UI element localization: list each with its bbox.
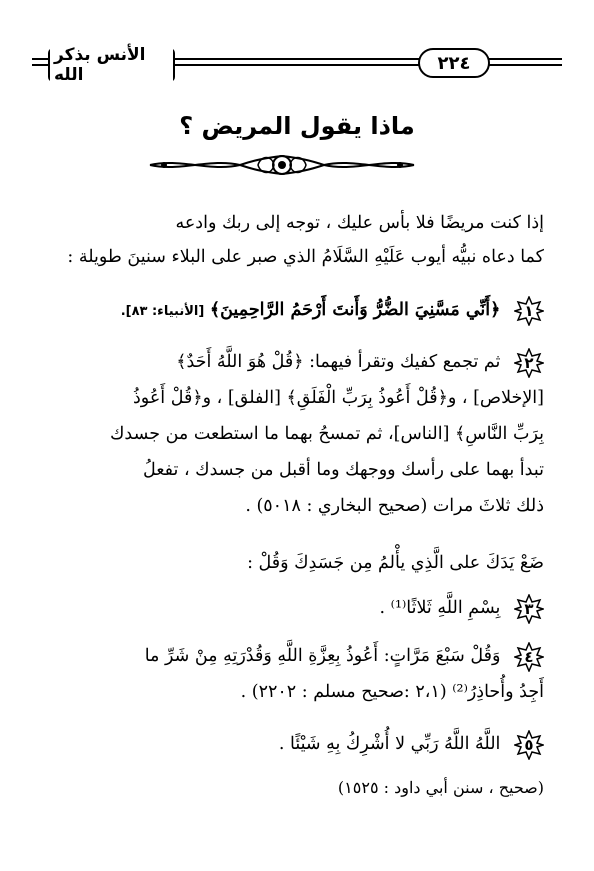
- intro-line: إذا كنت مريضًا فلا بأس عليك ، توجه إلى ربك وادعه: [175, 213, 544, 233]
- item-number-badge: [514, 730, 544, 760]
- item-line: [50, 638, 544, 674]
- book-title: الأنس بذكر الله: [50, 45, 173, 85]
- item-text: ثم تجمع كفيك وتقرأ فيهما: ﴿قُلْ هُوَ اللَّهُ أَحَدٌ﴾: [176, 352, 501, 372]
- item-number-badge: [514, 348, 544, 378]
- item-number: ٥: [524, 735, 534, 754]
- item-number: ٣: [524, 599, 534, 618]
- item-line: بِرَبِّ النَّاسِ﴾ [الناس]، ثم تمسحُ بهما ما استطعت من جسدك: [110, 424, 544, 444]
- intro-line: كما دعاه نبيُّه أيوب عَلَيْهِ السَّلَامُ الذي صبر على البلاء سنينَ طويلة :: [67, 247, 544, 267]
- dua-item-5: [50, 726, 544, 762]
- item-number-badge: [514, 296, 544, 326]
- item-text: وَقُلْ سَبْعَ مَرَّاتٍ: أَعُوذُ بِعِزَّةِ اللَّهِ وَقُدْرَتِهِ مِنْ شَرِّ ما: [144, 646, 501, 666]
- dua-item-4: [50, 638, 544, 710]
- page-number: ٢٢٤: [437, 52, 471, 74]
- item-line: [الإخلاص] ، و﴿قُلْ أَعُوذُ بِرَبِّ الْفَلَقِ﴾ [الفلق] ، و﴿قُلْ أَعُوذُ: [133, 388, 544, 408]
- item-line: أَجِدُ وأُحاذِرُ⁽²⁾ (٢،١ :صحيح مسلم : ٢٢٠٢) .: [240, 682, 544, 702]
- source-note: (صحيح ، سنن أبي داود : ١٥٢٥): [337, 778, 544, 797]
- surah-reference: [الأنبياء: ٨٣].: [120, 304, 205, 319]
- item-number-badge: [514, 594, 544, 624]
- dua-item-1: [50, 292, 544, 330]
- item-number: ٢: [524, 353, 534, 372]
- item-text: اللَّهُ اللَّهُ رَبِّي لا أُشْرِكُ بِهِ شَيْئًا .: [278, 734, 501, 754]
- page-number-badge: [418, 48, 490, 78]
- page-header: [0, 0, 594, 110]
- dua-item-2: [50, 344, 544, 524]
- instruction-text: ضَعْ يَدَكَ على الَّذِي يأْلمُ مِن جَسَدِكَ وَقُلْ :: [247, 553, 544, 573]
- decorative-ornament: [140, 148, 424, 182]
- instruction-line: [50, 545, 544, 581]
- quran-verse: ﴿أَنِّي مَسَّنِيَ الضُّرُّ وَأَنتَ أَرْحَمُ الرَّاحِمِينَ﴾: [209, 300, 501, 320]
- item-text: بِسْمِ اللَّهِ ثَلاثًا⁽¹⁾ .: [379, 598, 501, 618]
- item-line: تبدأ بهما على رأسك ووجهك وما أقبل من جسدك ، تفعلُ: [142, 460, 544, 480]
- intro-paragraph: [50, 206, 544, 274]
- item-line: [50, 344, 544, 380]
- item-number: ٤: [524, 647, 534, 666]
- item-line: ذلك ثلاثَ مرات (صحيح البخاري : ٥٠١٨) .: [245, 496, 544, 516]
- book-title-box: [48, 45, 175, 85]
- item-number: ١: [524, 301, 534, 320]
- item-number-badge: [514, 642, 544, 672]
- section-title: ماذا يقول المريض ؟: [179, 112, 415, 140]
- dua-item-3: [50, 590, 544, 626]
